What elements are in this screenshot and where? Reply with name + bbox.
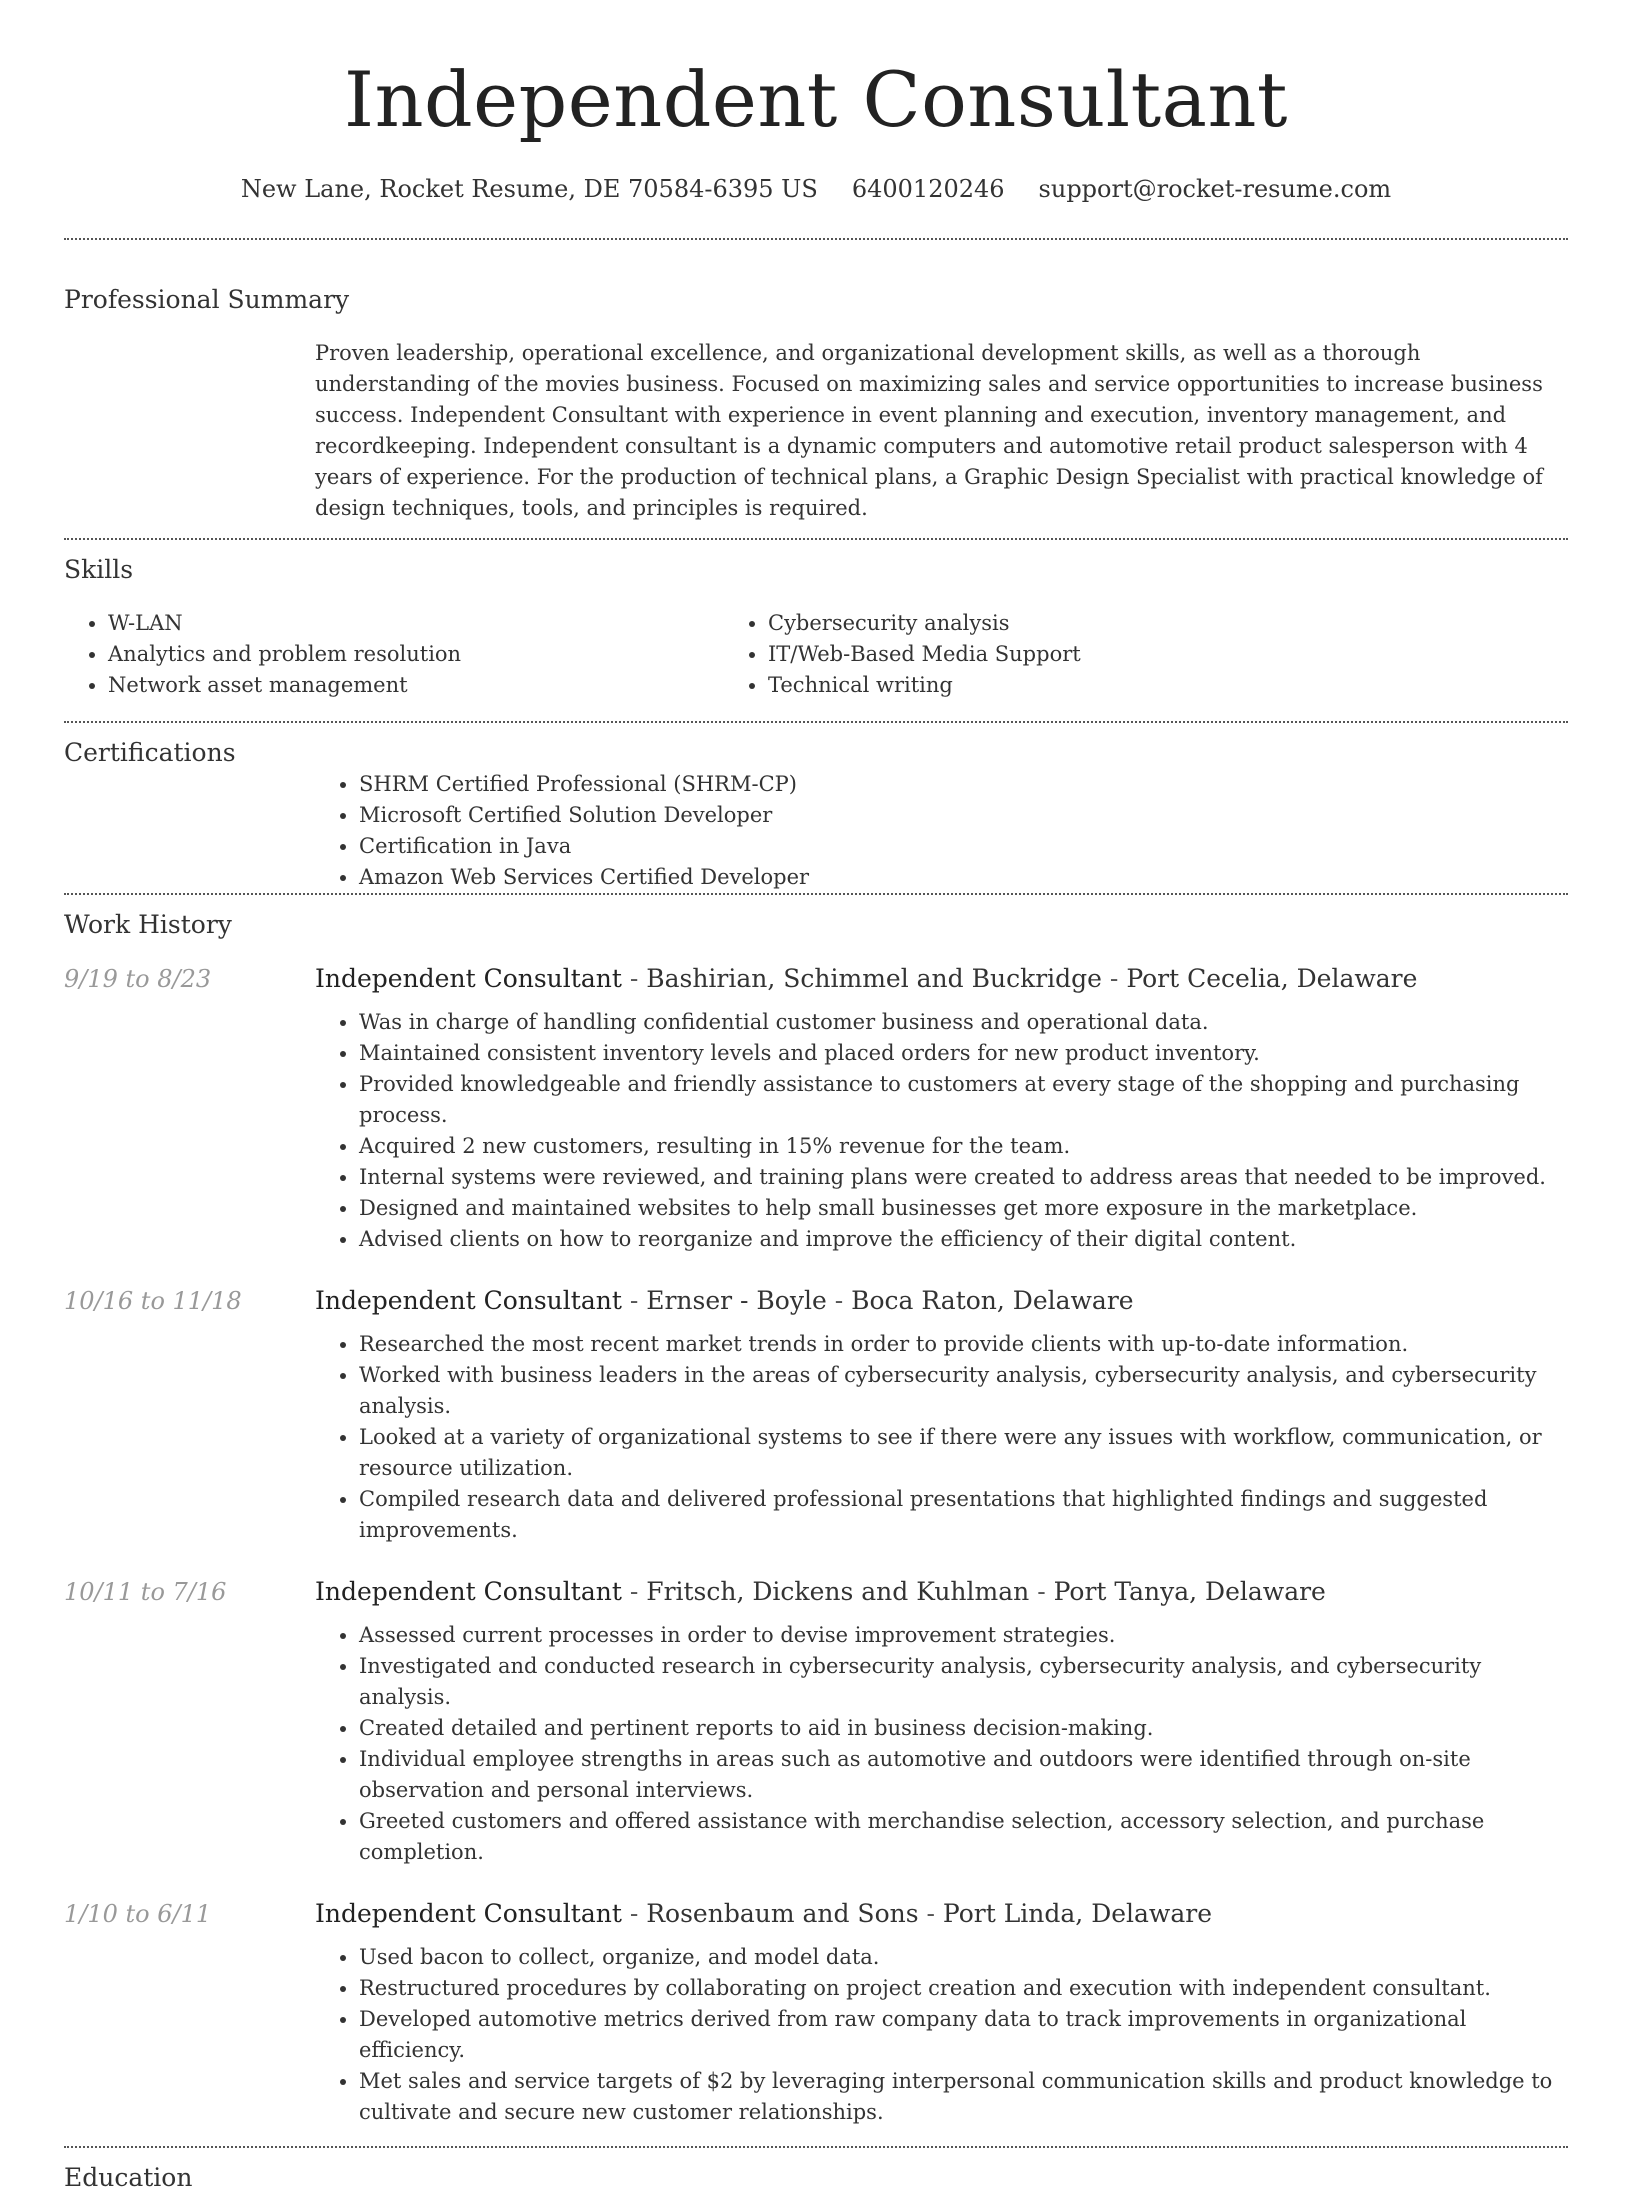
job-location: Port Cecelia, Delaware [1126,964,1418,993]
job-dates: 10/11 to 7/16 [64,1578,227,1606]
candidate-name: Independent Consultant [344,55,1288,144]
job-bullet: • Developed automotive metrics derived from raw company data to track improvements in organizational efficiency. [359,2004,1568,2066]
job-bullet: • Acquired 2 new customers, resulting in 15% revenue for the team. [359,1131,1568,1162]
skill-item: • Network asset management [108,670,724,701]
job-bullet: • Created detailed and pertinent reports to aid in business decision-making. [359,1713,1568,1744]
job-bullet: • Individual employee strengths in areas such as automotive and outdoors were identified through on-site observation and personal interviews. [359,1744,1568,1806]
certifications-title: Certifications [64,738,236,767]
skill-item: • Analytics and problem resolution [108,639,724,670]
job-bullet: • Assessed current processes in order to devise improvement strategies. [359,1620,1568,1651]
job-bullet: • Advised clients on how to reorganize and improve the efficiency of their digital content. [359,1224,1568,1255]
job-bullets [315,1942,1568,2128]
skill-item: • Technical writing [768,670,1384,701]
job-bullet: • Was in charge of handling confidential customer business and operational data. [359,1007,1568,1038]
certification-item: • Microsoft Certified Solution Developer [359,800,1568,831]
job-location: Boca Raton, Delaware [851,1286,1134,1315]
job-bullet: • Restructured procedures by collaborating on project creation and execution with independent consultant. [359,1973,1568,2004]
skills-list-right [724,608,1384,701]
job-bullets [315,1007,1568,1255]
contact-address: New Lane, Rocket Resume, DE 70584-6395 US [240,175,818,203]
certification-item: • SHRM Certified Professional (SHRM-CP) [359,769,1568,800]
job-company: Rosenbaum and Sons [646,1899,919,1928]
work-history-section [64,895,1568,2146]
summary-section [64,240,1568,524]
job-bullet: • Provided knowledgeable and friendly assistance to customers at every stage of the shopping and purchasing process. [359,1069,1568,1131]
contact-phone: 6400120246 [851,175,1005,203]
resume-header [64,0,1568,204]
job-title: Independent Consultant - Ernser - Boyle - Boca Raton, Delaware [315,1286,1134,1315]
job-bullets [315,1620,1568,1868]
certification-item: • Amazon Web Services Certified Developer [359,862,1568,893]
job-location: Port Tanya, Delaware [1053,1577,1326,1606]
certifications-list [315,769,1568,893]
summary-title: Professional Summary [64,285,350,314]
job-bullet: • Investigated and conducted research in cybersecurity analysis, cybersecurity analysis, and cybersecurity analysis. [359,1651,1568,1713]
skills-list-left [64,608,724,701]
job-title: Independent Consultant - Bashirian, Schimmel and Buckridge - Port Cecelia, Delaware [315,964,1418,993]
job-company: Bashirian, Schimmel and Buckridge [646,964,1102,993]
job-dates: 9/19 to 8/23 [64,965,212,993]
job-entry [64,963,1568,1255]
job-bullet: • Met sales and service targets of $2 by leveraging interpersonal communication skills and product knowledge to cultivate and secure new customer relationships. [359,2066,1568,2128]
contact-email: support@rocket-resume.com [1038,175,1392,203]
job-bullet: • Looked at a variety of organizational systems to see if there were any issues with workflow, communication, or resource utilization. [359,1422,1568,1484]
job-role: Independent Consultant [315,1286,622,1315]
job-bullet: • Designed and maintained websites to help small businesses get more exposure in the marketplace. [359,1193,1568,1224]
job-location: Port Linda, Delaware [942,1899,1212,1928]
job-dates: 10/16 to 11/18 [64,1287,242,1315]
education-title: Education [64,2163,193,2192]
contact-line [64,174,1568,204]
job-role: Independent Consultant [315,1577,622,1606]
job-bullet: • Used bacon to collect, organize, and model data. [359,1942,1568,1973]
job-bullet: • Internal systems were reviewed, and training plans were created to address areas that needed to be improved. [359,1162,1568,1193]
job-company: Fritsch, Dickens and Kuhlman [646,1577,1030,1606]
job-bullet: • Compiled research data and delivered professional presentations that highlighted findings and suggested improvements. [359,1484,1568,1546]
summary-text: Proven leadership, operational excellence, and organizational development skills, as well as a thorough understanding of the movies business. Focused on maximizing sales and service opportunities to increase business success. Independent Consultant with experience in event planning and execution, inventory management, and recordkeeping. Independent consultant is a dynamic computers and automotive retail product salesperson with 4 years of experience. For the production of technical plans, a Graphic Design Specialist with practical knowledge of design techniques, tools, and principles is required. [315,341,1543,520]
skill-item: • W-LAN [108,608,724,639]
skills-section [64,540,1568,701]
job-entry [64,1576,1568,1868]
skills-title: Skills [64,555,134,584]
job-bullets [315,1329,1568,1546]
job-entry [64,1898,1568,2128]
job-role: Independent Consultant [315,964,622,993]
certifications-section [64,723,1568,893]
skill-item: • Cybersecurity analysis [768,608,1384,639]
job-bullet: • Greeted customers and offered assistance with merchandise selection, accessory selection, and purchase completion. [359,1806,1568,1868]
job-title: Independent Consultant - Fritsch, Dickens and Kuhlman - Port Tanya, Delaware [315,1577,1326,1606]
job-bullet: • Maintained consistent inventory levels and placed orders for new product inventory. [359,1038,1568,1069]
job-bullet: • Worked with business leaders in the areas of cybersecurity analysis, cybersecurity analysis, and cybersecurity analysis. [359,1360,1568,1422]
job-entry [64,1285,1568,1546]
job-bullet: • Researched the most recent market trends in order to provide clients with up-to-date information. [359,1329,1568,1360]
job-dates: 1/10 to 6/11 [64,1900,212,1928]
certification-item: • Certification in Java [359,831,1568,862]
skill-item: • IT/Web-Based Media Support [768,639,1384,670]
job-role: Independent Consultant [315,1899,622,1928]
work-history-title: Work History [64,910,232,939]
education-section [64,2148,1568,2194]
job-company: Ernser - Boyle [646,1286,827,1315]
job-title: Independent Consultant - Rosenbaum and Sons - Port Linda, Delaware [315,1899,1212,1928]
